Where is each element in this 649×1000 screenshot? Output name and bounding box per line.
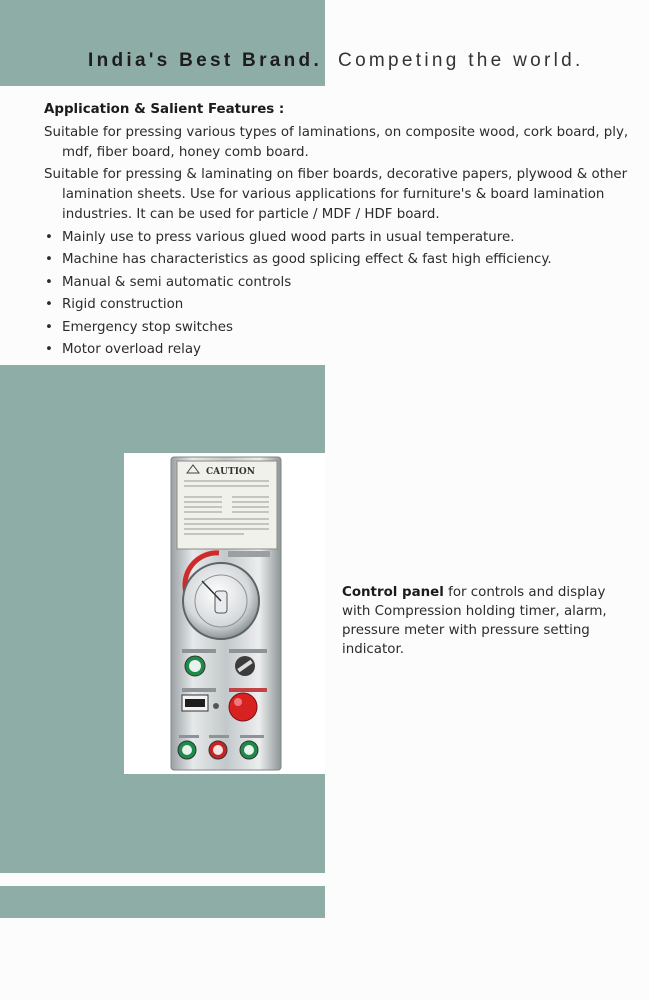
control-panel-caption — [342, 583, 627, 659]
feature-bullet: • Emergency stop switches — [44, 317, 634, 339]
emergency-stop-button — [229, 693, 257, 721]
tagline-light: Competing the world. — [338, 50, 584, 71]
emergency-stop-highlight — [234, 698, 242, 706]
caption-text: for controls and display with Compression holding timer, alarm, pressure meter with pressure setting indicator. — [342, 585, 607, 657]
logo-strip — [228, 551, 270, 557]
green-button-cap — [189, 660, 201, 672]
label-strip-4 — [229, 688, 267, 692]
gauge-knob — [215, 591, 227, 613]
label-strip-1 — [182, 649, 216, 653]
label-strip-2 — [229, 649, 267, 653]
caution-label: CAUTION — [206, 467, 255, 477]
tagline-strong: India's Best Brand. — [88, 50, 323, 71]
brand-tagline — [88, 50, 584, 72]
feature-bullet: • Rigid construction — [44, 294, 634, 316]
caption-title: Control panel — [342, 585, 444, 600]
control-panel-illustration — [124, 453, 325, 774]
label-strip-5 — [179, 735, 199, 738]
label-strip-3 — [182, 688, 216, 692]
features-heading: Application & Salient Features : — [44, 102, 285, 117]
red-button-middle-cap — [213, 745, 223, 755]
feature-bullet: • Manual & semi automatic controls — [44, 272, 634, 294]
green-button-right-cap — [244, 745, 254, 755]
label-strip-6 — [209, 735, 229, 738]
label-strip-7 — [240, 735, 264, 738]
bottom-teal-band — [0, 886, 325, 918]
features-section — [44, 100, 634, 361]
indicator-lamp — [213, 703, 219, 709]
feature-bullet: • Motor overload relay — [44, 339, 634, 361]
control-panel-photo — [124, 453, 325, 774]
green-button-left-cap — [182, 745, 192, 755]
top-teal-band — [0, 0, 325, 86]
feature-paragraph-2: Suitable for pressing & laminating on fiber boards, decorative papers, plywood & other lamination sheets. Use for various applications for furniture's & board lamination industries. It can be used for particle / MDF / HDF board. — [44, 167, 628, 222]
feature-bullet: • Machine has characteristics as good splicing effect & fast high efficiency. — [44, 249, 634, 271]
feature-bullet-list — [44, 227, 634, 361]
feature-paragraph-1: Suitable for pressing various types of laminations, on composite wood, cork board, ply, mdf, fiber board, honey comb board. — [44, 125, 629, 160]
timer-digits — [185, 699, 205, 707]
feature-bullet: • Mainly use to press various glued wood parts in usual temperature. — [44, 227, 634, 249]
